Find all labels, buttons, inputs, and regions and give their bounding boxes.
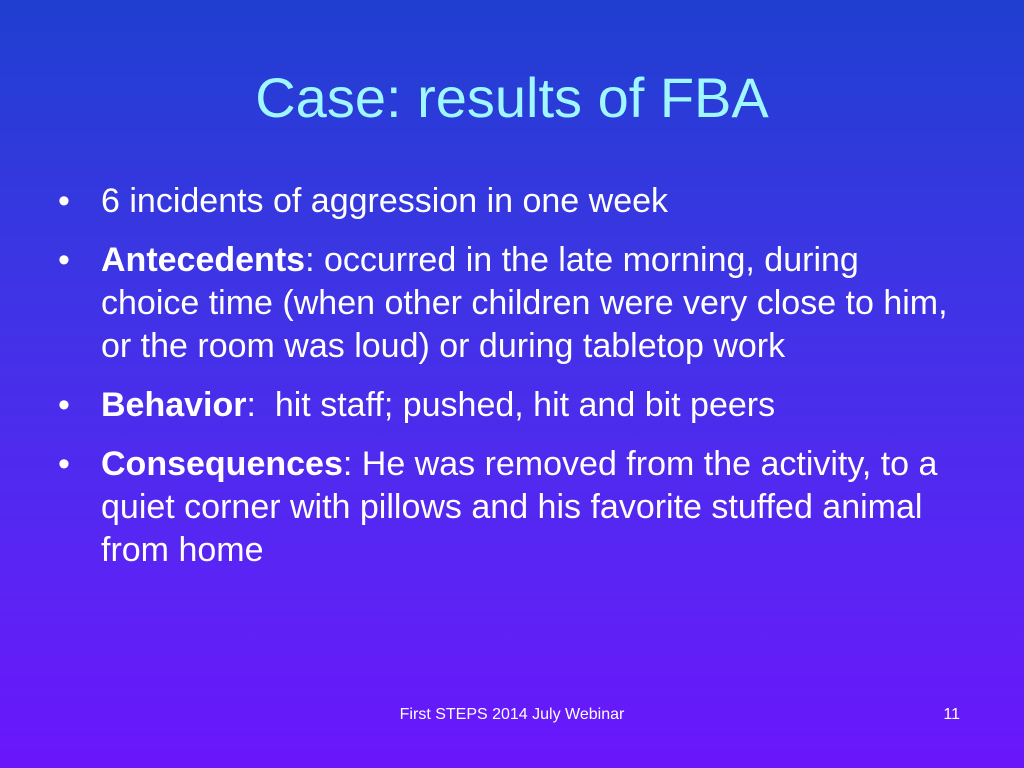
bullet-text: occurred in the late morning, during choice time (when other children were very close to him, or the room was loud) or during tabletop work [101,241,948,365]
bullet-icon: • [58,182,70,220]
bullet-text: He was removed from the activity, to a quiet corner with pillows and his favorite stuffed animal from home [101,445,938,569]
bullet-text: hit staff; pushed, hit and bit peers [255,386,776,424]
slide-number: 11 [943,706,960,723]
bullet-separator: : [342,445,353,483]
bullet-list [58,180,958,588]
bullet-icon: • [58,445,70,483]
slide-title: Case: results of FBA [255,66,769,129]
bullet-label: Behavior [101,386,247,424]
slide-footer: First STEPS 2014 July Webinar [399,706,625,723]
bullet-icon: • [58,386,70,424]
bullet-separator: : [305,241,315,279]
bullet-label: Antecedents [101,241,306,279]
bullet-text: 6 incidents of aggression in one week [101,182,669,220]
bullet-label: Consequences [101,445,343,483]
bullet-icon: • [58,241,70,279]
bullet-item [58,384,958,427]
bullet-item [58,443,958,572]
bullet-separator: : [246,386,256,424]
bullet-item [58,180,958,223]
bullet-item [58,239,958,368]
